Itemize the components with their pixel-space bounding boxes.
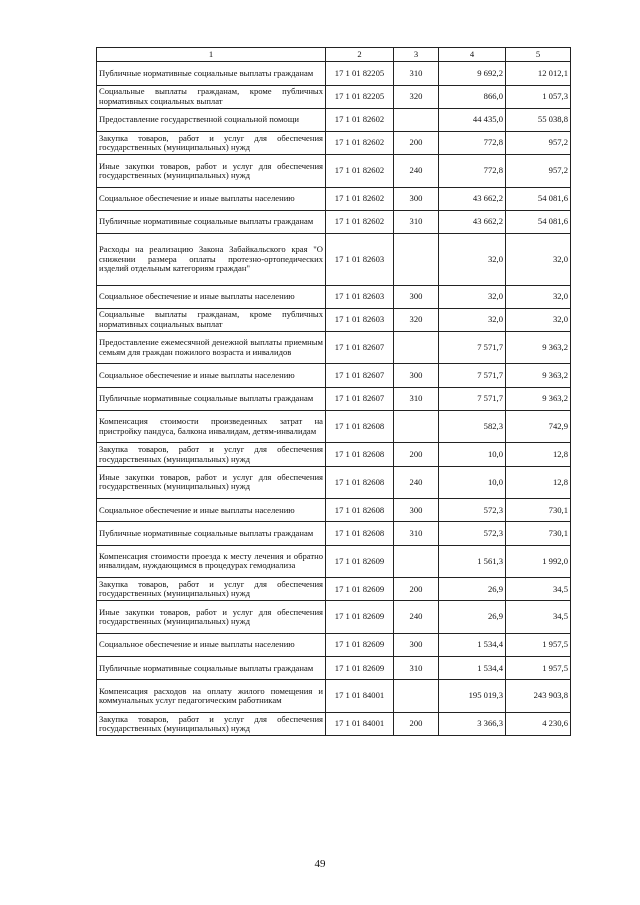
row-value-2: 34,5 xyxy=(506,578,571,601)
row-value-1: 32,0 xyxy=(439,234,506,285)
row-value-1: 7 571,7 xyxy=(439,364,506,387)
row-name: Закупка товаров, работ и услуг для обеспечения государственных (муниципальных) нужд xyxy=(97,443,326,466)
budget-table xyxy=(96,47,571,736)
row-value-1: 44 435,0 xyxy=(439,108,506,131)
col-header-1: 1 xyxy=(97,48,326,62)
row-value-1: 26,9 xyxy=(439,578,506,601)
table-row xyxy=(97,633,571,656)
row-value-2: 957,2 xyxy=(506,155,571,188)
row-code: 17 1 01 82608 xyxy=(326,499,394,522)
row-name: Компенсация стоимости произведенных затрат на пристройку пандуса, балкона инвалидам, детям-инвалидам xyxy=(97,410,326,443)
row-code: 17 1 01 82602 xyxy=(326,108,394,131)
row-code: 17 1 01 82608 xyxy=(326,443,394,466)
row-name: Компенсация стоимости проезда к месту лечения и обратно инвалидам, нуждающимся в процедурах гемодиализа xyxy=(97,545,326,578)
row-expense-type: 300 xyxy=(394,499,439,522)
row-code: 17 1 01 82602 xyxy=(326,187,394,210)
row-name: Социальное обеспечение и иные выплаты населению xyxy=(97,499,326,522)
row-code: 17 1 01 82608 xyxy=(326,410,394,443)
row-expense-type: 200 xyxy=(394,578,439,601)
row-value-1: 10,0 xyxy=(439,443,506,466)
row-value-2: 243 903,8 xyxy=(506,680,571,713)
row-code: 17 1 01 82205 xyxy=(326,85,394,108)
table-row xyxy=(97,234,571,285)
row-value-1: 1 534,4 xyxy=(439,657,506,680)
row-name: Предоставление ежемесячной денежной выплаты приемным семьям для граждан пожилого возраста и инвалидов xyxy=(97,331,326,364)
row-value-2: 742,9 xyxy=(506,410,571,443)
row-expense-type: 240 xyxy=(394,601,439,634)
row-expense-type: 310 xyxy=(394,657,439,680)
row-value-2: 730,1 xyxy=(506,499,571,522)
row-value-1: 1 561,3 xyxy=(439,545,506,578)
row-code: 17 1 01 82609 xyxy=(326,578,394,601)
row-value-2: 9 363,2 xyxy=(506,331,571,364)
row-value-2: 54 081,6 xyxy=(506,210,571,233)
row-code: 17 1 01 82602 xyxy=(326,155,394,188)
col-header-4: 4 xyxy=(439,48,506,62)
row-value-1: 195 019,3 xyxy=(439,680,506,713)
row-code: 17 1 01 82607 xyxy=(326,387,394,410)
row-expense-type: 310 xyxy=(394,522,439,545)
row-code: 17 1 01 82602 xyxy=(326,210,394,233)
row-expense-type: 310 xyxy=(394,210,439,233)
row-name: Закупка товаров, работ и услуг для обеспечения государственных (муниципальных) нужд xyxy=(97,578,326,601)
row-value-2: 1 057,3 xyxy=(506,85,571,108)
row-code: 17 1 01 82205 xyxy=(326,62,394,85)
table-row xyxy=(97,522,571,545)
table-row xyxy=(97,155,571,188)
row-code: 17 1 01 82609 xyxy=(326,545,394,578)
table-row xyxy=(97,545,571,578)
row-name: Социальное обеспечение и иные выплаты населению xyxy=(97,633,326,656)
row-code: 17 1 01 82609 xyxy=(326,657,394,680)
col-header-3: 3 xyxy=(394,48,439,62)
row-expense-type: 200 xyxy=(394,712,439,735)
row-value-2: 34,5 xyxy=(506,601,571,634)
col-header-5: 5 xyxy=(506,48,571,62)
row-name: Предоставление государственной социальной помощи xyxy=(97,108,326,131)
row-code: 17 1 01 82607 xyxy=(326,331,394,364)
table-row xyxy=(97,187,571,210)
row-expense-type: 200 xyxy=(394,131,439,154)
table-row xyxy=(97,499,571,522)
row-expense-type: 320 xyxy=(394,308,439,331)
row-value-2: 12,8 xyxy=(506,443,571,466)
row-value-1: 9 692,2 xyxy=(439,62,506,85)
row-name: Социальное обеспечение и иные выплаты населению xyxy=(97,187,326,210)
table-row xyxy=(97,210,571,233)
row-value-2: 54 081,6 xyxy=(506,187,571,210)
row-value-2: 12 012,1 xyxy=(506,62,571,85)
row-value-1: 7 571,7 xyxy=(439,387,506,410)
table-row xyxy=(97,680,571,713)
row-code: 17 1 01 82607 xyxy=(326,364,394,387)
row-expense-type xyxy=(394,331,439,364)
row-value-2: 957,2 xyxy=(506,131,571,154)
row-name: Социальные выплаты гражданам, кроме публичных нормативных социальных выплат xyxy=(97,85,326,108)
row-expense-type: 240 xyxy=(394,466,439,499)
row-value-2: 1 957,5 xyxy=(506,633,571,656)
row-name: Публичные нормативные социальные выплаты гражданам xyxy=(97,387,326,410)
table-row xyxy=(97,712,571,735)
row-value-2: 9 363,2 xyxy=(506,387,571,410)
row-name: Социальные выплаты гражданам, кроме публичных нормативных социальных выплат xyxy=(97,308,326,331)
row-value-1: 582,3 xyxy=(439,410,506,443)
row-value-1: 7 571,7 xyxy=(439,331,506,364)
row-code: 17 1 01 82602 xyxy=(326,131,394,154)
row-expense-type: 300 xyxy=(394,187,439,210)
row-expense-type: 300 xyxy=(394,285,439,308)
row-expense-type xyxy=(394,410,439,443)
row-expense-type: 320 xyxy=(394,85,439,108)
row-expense-type: 310 xyxy=(394,62,439,85)
row-code: 17 1 01 84001 xyxy=(326,680,394,713)
row-expense-type xyxy=(394,545,439,578)
row-value-2: 32,0 xyxy=(506,285,571,308)
row-value-2: 4 230,6 xyxy=(506,712,571,735)
row-code: 17 1 01 82609 xyxy=(326,601,394,634)
row-value-1: 572,3 xyxy=(439,522,506,545)
table-row xyxy=(97,108,571,131)
table-row xyxy=(97,657,571,680)
row-value-2: 730,1 xyxy=(506,522,571,545)
row-name: Закупка товаров, работ и услуг для обеспечения государственных (муниципальных) нужд xyxy=(97,712,326,735)
col-header-2: 2 xyxy=(326,48,394,62)
table-row xyxy=(97,131,571,154)
row-value-1: 772,8 xyxy=(439,155,506,188)
row-name: Закупка товаров, работ и услуг для обеспечения государственных (муниципальных) нужд xyxy=(97,131,326,154)
table-row xyxy=(97,285,571,308)
row-name: Расходы на реализацию Закона Забайкальского края "О снижении размера оплаты протезно-ортопедических изделий отдельным категориям граждан" xyxy=(97,234,326,285)
row-expense-type xyxy=(394,108,439,131)
row-name: Публичные нормативные социальные выплаты гражданам xyxy=(97,210,326,233)
row-name: Иные закупки товаров, работ и услуг для обеспечения государственных (муниципальных) нужд xyxy=(97,155,326,188)
row-value-1: 43 662,2 xyxy=(439,187,506,210)
row-value-1: 26,9 xyxy=(439,601,506,634)
table-row xyxy=(97,331,571,364)
page-number: 49 xyxy=(314,858,326,870)
table-row xyxy=(97,85,571,108)
row-name: Публичные нормативные социальные выплаты гражданам xyxy=(97,62,326,85)
table-row xyxy=(97,578,571,601)
row-value-1: 10,0 xyxy=(439,466,506,499)
row-value-2: 55 038,8 xyxy=(506,108,571,131)
row-expense-type xyxy=(394,680,439,713)
row-value-1: 866,0 xyxy=(439,85,506,108)
row-name: Публичные нормативные социальные выплаты гражданам xyxy=(97,657,326,680)
row-value-2: 1 957,5 xyxy=(506,657,571,680)
row-value-2: 32,0 xyxy=(506,234,571,285)
table-row xyxy=(97,364,571,387)
row-code: 17 1 01 82603 xyxy=(326,234,394,285)
row-code: 17 1 01 84001 xyxy=(326,712,394,735)
row-name: Компенсация расходов на оплату жилого помещения и коммунальных услуг педагогическим работникам xyxy=(97,680,326,713)
row-value-2: 12,8 xyxy=(506,466,571,499)
row-code: 17 1 01 82608 xyxy=(326,466,394,499)
row-expense-type: 300 xyxy=(394,364,439,387)
row-name: Иные закупки товаров, работ и услуг для обеспечения государственных (муниципальных) нужд xyxy=(97,466,326,499)
table-row xyxy=(97,466,571,499)
table-row xyxy=(97,62,571,85)
row-value-2: 9 363,2 xyxy=(506,364,571,387)
table-body xyxy=(97,62,571,736)
row-name: Социальное обеспечение и иные выплаты населению xyxy=(97,285,326,308)
row-code: 17 1 01 82603 xyxy=(326,285,394,308)
row-expense-type xyxy=(394,234,439,285)
row-name: Социальное обеспечение и иные выплаты населению xyxy=(97,364,326,387)
row-expense-type: 240 xyxy=(394,155,439,188)
table-row xyxy=(97,387,571,410)
row-expense-type: 310 xyxy=(394,387,439,410)
row-expense-type: 200 xyxy=(394,443,439,466)
row-name: Публичные нормативные социальные выплаты гражданам xyxy=(97,522,326,545)
row-value-1: 43 662,2 xyxy=(439,210,506,233)
table-row xyxy=(97,308,571,331)
row-value-2: 32,0 xyxy=(506,308,571,331)
row-value-1: 772,8 xyxy=(439,131,506,154)
row-code: 17 1 01 82608 xyxy=(326,522,394,545)
row-value-1: 32,0 xyxy=(439,285,506,308)
row-name: Иные закупки товаров, работ и услуг для обеспечения государственных (муниципальных) нужд xyxy=(97,601,326,634)
table-row xyxy=(97,601,571,634)
row-value-2: 1 992,0 xyxy=(506,545,571,578)
row-code: 17 1 01 82609 xyxy=(326,633,394,656)
table-row xyxy=(97,410,571,443)
row-value-1: 3 366,3 xyxy=(439,712,506,735)
row-value-1: 572,3 xyxy=(439,499,506,522)
row-value-1: 1 534,4 xyxy=(439,633,506,656)
row-value-1: 32,0 xyxy=(439,308,506,331)
table-row xyxy=(97,443,571,466)
row-expense-type: 300 xyxy=(394,633,439,656)
row-code: 17 1 01 82603 xyxy=(326,308,394,331)
header-row xyxy=(97,48,571,62)
